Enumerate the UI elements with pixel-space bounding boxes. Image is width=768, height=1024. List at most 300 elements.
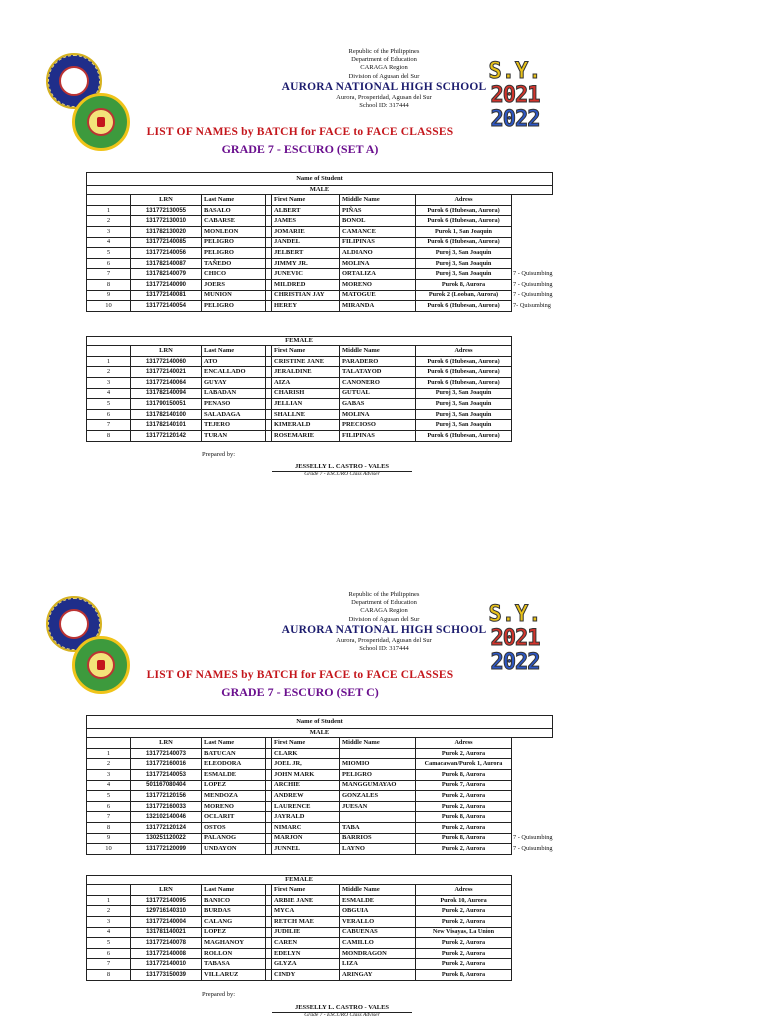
address-cell: Purok 2, Aurora — [416, 791, 512, 802]
section-note — [512, 237, 553, 248]
first-name-cell: ANDREW — [272, 791, 340, 802]
middle-name-cell: VERALLO — [340, 917, 416, 928]
lrn-cell: 131772140056 — [131, 248, 202, 259]
first-name-cell: CHRISTIAN JAY — [272, 290, 340, 301]
row-number: 4 — [87, 237, 131, 248]
row-number: 7 — [87, 812, 131, 823]
row-number: 5 — [87, 399, 131, 410]
last-name-cell: ELEODORA — [202, 759, 266, 770]
middle-name-cell: MANGGUMAYAO — [340, 780, 416, 791]
division-line: Division of Agusan del Sur — [348, 72, 420, 80]
col-last-name: Last Name — [202, 346, 266, 357]
republic-line: Republic of the Philippines — [348, 48, 420, 55]
section-note — [512, 227, 553, 238]
letterhead — [0, 48, 768, 110]
row-number: 3 — [87, 917, 131, 928]
first-name-cell: JAYRALD — [272, 812, 340, 823]
male-student-row — [87, 823, 553, 834]
row-number: 9 — [87, 290, 131, 301]
first-name-cell: MILDRED — [272, 280, 340, 291]
middle-name-cell: LIZA — [340, 959, 416, 970]
female-table — [86, 336, 512, 442]
row-number: 4 — [87, 927, 131, 938]
section-note — [512, 258, 553, 269]
first-name-cell: MYCA — [272, 906, 340, 917]
address-cell: Camacawan/Purok 1, Aurora — [416, 759, 512, 770]
first-name-cell: JUNNEL — [272, 844, 340, 855]
male-student-row — [87, 280, 553, 291]
lrn-cell: 131772120156 — [131, 791, 202, 802]
last-name-cell: MONLEON — [202, 227, 266, 238]
last-name-cell: LABADAN — [202, 388, 266, 399]
middle-name-cell — [340, 812, 416, 823]
female-student-row — [87, 356, 512, 367]
school-id: School ID: 317444 — [359, 102, 409, 110]
middle-name-cell: JUESAN — [340, 801, 416, 812]
first-name-cell: EDELYN — [272, 948, 340, 959]
last-name-cell: PALANOG — [202, 833, 266, 844]
row-number: 7 — [87, 420, 131, 431]
first-name-cell: KIMERALD — [272, 420, 340, 431]
lrn-cell: 131782140087 — [131, 258, 202, 269]
middle-name-cell: MOLINA — [340, 409, 416, 420]
middle-name-cell: MATOGUE — [340, 290, 416, 301]
row-number: 8 — [87, 823, 131, 834]
lrn-cell: 131782130020 — [131, 227, 202, 238]
first-name-cell: HEREY — [272, 301, 340, 312]
last-name-cell: VILLARUZ — [202, 970, 266, 981]
row-number: 2 — [87, 906, 131, 917]
middle-name-cell: CANONERO — [340, 378, 416, 389]
female-student-row — [87, 927, 512, 938]
col-address: Adress — [416, 738, 512, 749]
female-student-row — [87, 388, 512, 399]
male-student-row — [87, 205, 553, 216]
first-name-cell: JOMARIE — [272, 227, 340, 238]
female-student-row — [87, 906, 512, 917]
section-note — [512, 780, 553, 791]
middle-name-cell: BARRIOS — [340, 833, 416, 844]
address-cell: Puroj 3, San Joaquin — [416, 248, 512, 259]
sheet-set-c — [0, 543, 768, 1024]
first-name-cell: CINDY — [272, 970, 340, 981]
male-student-row — [87, 227, 553, 238]
school-year-badge: S.Y. 2021 2022 — [488, 602, 542, 675]
address-cell: Puroj 3, San Joaquin — [416, 258, 512, 269]
middle-name-cell: PRECIOSO — [340, 420, 416, 431]
lrn-cell: 129716140310 — [131, 906, 202, 917]
female-student-row — [87, 917, 512, 928]
last-name-cell: MAGHANOY — [202, 938, 266, 949]
lrn-cell: 131772140060 — [131, 356, 202, 367]
address-cell: Puroj 3, San Joaquin — [416, 409, 512, 420]
last-name-cell: BANICO — [202, 895, 266, 906]
last-name-cell: GUYAY — [202, 378, 266, 389]
lrn-cell: 131772140008 — [131, 948, 202, 959]
last-name-cell: PELIGRO — [202, 237, 266, 248]
row-number: 1 — [87, 748, 131, 759]
row-number: 4 — [87, 388, 131, 399]
female-student-row — [87, 895, 512, 906]
address-cell: Purok 6 (Hubesan, Aurora) — [416, 237, 512, 248]
lrn-cell: 131772140090 — [131, 280, 202, 291]
last-name-cell: PELIGRO — [202, 248, 266, 259]
male-student-row — [87, 237, 553, 248]
first-name-cell: JIMMY JR. — [272, 258, 340, 269]
first-name-cell: JELBERT — [272, 248, 340, 259]
middle-name-cell: MIRANDA — [340, 301, 416, 312]
row-number: 8 — [87, 970, 131, 981]
row-number: 1 — [87, 895, 131, 906]
col-first-name: First Name — [272, 738, 340, 749]
lrn-cell: 131773150039 — [131, 970, 202, 981]
last-name-cell: BATUCAN — [202, 748, 266, 759]
last-name-cell: OCLARIT — [202, 812, 266, 823]
last-name-cell: CALANG — [202, 917, 266, 928]
address-cell: Purok 6 (Hubesan, Aurora) — [416, 205, 512, 216]
row-number: 8 — [87, 280, 131, 291]
section-note: 7 - Quisumbing — [513, 280, 553, 288]
male-section-label: MALE — [87, 186, 553, 195]
row-number: 10 — [87, 301, 131, 312]
department-line: Department of Education — [351, 599, 417, 607]
last-name-cell: CABARSE — [202, 216, 266, 227]
address-cell: Purok 6 (Hubesan, Aurora) — [416, 367, 512, 378]
col-middle-name: Middle Name — [340, 346, 416, 357]
first-name-cell: JOEL JR, — [272, 759, 340, 770]
school-address: Aurora, Prosperidad, Agusan del Sur — [336, 93, 432, 101]
lrn-cell: 131772140053 — [131, 770, 202, 781]
middle-name-cell: BONOL — [340, 216, 416, 227]
middle-name-cell: PARADERO — [340, 356, 416, 367]
address-cell: Puroj 3, San Joaquin — [416, 269, 512, 280]
col-middle-name: Middle Name — [340, 738, 416, 749]
first-name-cell: ALBERT — [272, 205, 340, 216]
male-table — [86, 172, 553, 312]
male-student-row — [87, 812, 553, 823]
male-student-row — [87, 216, 553, 227]
address-cell: Purok 8, Aurora — [416, 770, 512, 781]
row-number: 6 — [87, 948, 131, 959]
last-name-cell: JOERS — [202, 280, 266, 291]
address-cell: Purok 2, Aurora — [416, 948, 512, 959]
middle-name-cell: GABAS — [340, 399, 416, 410]
department-line: Department of Education — [351, 56, 417, 64]
row-number: 5 — [87, 791, 131, 802]
row-number: 7 — [87, 269, 131, 280]
section-note — [512, 823, 553, 834]
middle-name-cell: MOLINA — [340, 258, 416, 269]
address-cell: Purok 2, Aurora — [416, 748, 512, 759]
middle-name-cell: FILIPINAS — [340, 431, 416, 442]
middle-name-cell: LAYNO — [340, 844, 416, 855]
male-section-label: MALE — [87, 729, 553, 738]
middle-name-cell: GONZALES — [340, 791, 416, 802]
address-cell: Purok 2, Aurora — [416, 801, 512, 812]
middle-name-cell: MONDRAGON — [340, 948, 416, 959]
address-cell: Puroj 3, San Joaquin — [416, 388, 512, 399]
first-name-cell: JOHN MARK — [272, 770, 340, 781]
lrn-cell: 131772140021 — [131, 367, 202, 378]
row-number: 2 — [87, 216, 131, 227]
lrn-cell: 131782140100 — [131, 409, 202, 420]
first-name-cell: JAMES — [272, 216, 340, 227]
address-cell: Purok 10, Aurora — [416, 895, 512, 906]
female-student-row — [87, 378, 512, 389]
lrn-cell: 131772140095 — [131, 895, 202, 906]
last-name-cell: ROLLON — [202, 948, 266, 959]
female-student-row — [87, 959, 512, 970]
lrn-cell: 501167080404 — [131, 780, 202, 791]
letterhead — [0, 591, 768, 653]
last-name-cell: PELIGRO — [202, 301, 266, 312]
lrn-cell: 131772160033 — [131, 801, 202, 812]
adviser-role: Grade 7 - ESCURO Class Adviser — [304, 1012, 380, 1018]
row-number: 1 — [87, 356, 131, 367]
address-cell: Purok 2, Aurora — [416, 823, 512, 834]
adviser-role: Grade 7 - ESCURO Class Adviser — [304, 471, 380, 477]
lrn-cell: 131772120099 — [131, 844, 202, 855]
first-name-cell: AIZA — [272, 378, 340, 389]
adviser-name: JESSELLY L. CASTRO - VALES — [272, 1004, 412, 1013]
row-number: 4 — [87, 780, 131, 791]
last-name-cell: SALADAGA — [202, 409, 266, 420]
list-title: LIST OF NAMES by BATCH for FACE to FACE CLASSES — [146, 669, 454, 681]
last-name-cell: BASALO — [202, 205, 266, 216]
first-name-cell: ARCHIE — [272, 780, 340, 791]
row-number: 6 — [87, 409, 131, 420]
col-middle-name: Middle Name — [340, 195, 416, 206]
middle-name-cell: CAMILLO — [340, 938, 416, 949]
section-note — [512, 759, 553, 770]
male-student-row — [87, 748, 553, 759]
lrn-cell: 131782140079 — [131, 269, 202, 280]
middle-name-cell: ARINGAY — [340, 970, 416, 981]
row-number: 5 — [87, 938, 131, 949]
address-cell: New Visayas, La Union — [416, 927, 512, 938]
last-name-cell: TURAN — [202, 431, 266, 442]
middle-name-cell: MORENO — [340, 280, 416, 291]
lrn-cell: 131772140081 — [131, 290, 202, 301]
middle-name-cell: TALATAYOD — [340, 367, 416, 378]
lrn-cell: 131772140004 — [131, 917, 202, 928]
first-name-cell: LAURENCE — [272, 801, 340, 812]
adviser-name: JESSELLY L. CASTRO - VALES — [272, 463, 412, 472]
female-student-row — [87, 431, 512, 442]
male-student-row — [87, 258, 553, 269]
republic-line: Republic of the Philippines — [348, 591, 420, 598]
middle-name-cell: MIOMIO — [340, 759, 416, 770]
middle-name-cell: OBGUIA — [340, 906, 416, 917]
row-number: 3 — [87, 770, 131, 781]
row-number: 9 — [87, 833, 131, 844]
male-student-row — [87, 290, 553, 301]
last-name-cell: UNDAYON — [202, 844, 266, 855]
middle-name-cell — [340, 748, 416, 759]
male-student-row — [87, 301, 553, 312]
address-cell: Purok 8, Aurora — [416, 812, 512, 823]
address-cell: Purok 2, Aurora — [416, 959, 512, 970]
lrn-cell: 131772130055 — [131, 205, 202, 216]
middle-name-cell: ESMALDE — [340, 895, 416, 906]
col-lrn: LRN — [131, 738, 202, 749]
address-cell: Purok 6 (Hubesan, Aurora) — [416, 356, 512, 367]
male-student-row — [87, 844, 553, 855]
section-note: 7 - Quisumbing — [513, 291, 553, 299]
last-name-cell: LOPEZ — [202, 927, 266, 938]
male-student-row — [87, 770, 553, 781]
female-student-row — [87, 409, 512, 420]
male-student-row — [87, 248, 553, 259]
grade-title: GRADE 7 - ESCURO (SET A) — [221, 142, 379, 156]
col-first-name: First Name — [272, 346, 340, 357]
grade-title: GRADE 7 - ESCURO (SET C) — [221, 685, 379, 699]
female-table — [86, 875, 512, 981]
section-note: 7 - Quisumbing — [513, 834, 553, 842]
address-cell: Puroj 3, San Joaquin — [416, 399, 512, 410]
last-name-cell: CHICO — [202, 269, 266, 280]
last-name-cell: TABASA — [202, 959, 266, 970]
last-name-cell: ENCALLADO — [202, 367, 266, 378]
col-middle-name: Middle Name — [340, 885, 416, 896]
male-student-row — [87, 801, 553, 812]
section-note — [512, 770, 553, 781]
last-name-cell: ESMALDE — [202, 770, 266, 781]
section-note — [512, 812, 553, 823]
address-cell: Purok 6 (Hubesan, Aurora) — [416, 216, 512, 227]
male-student-row — [87, 759, 553, 770]
lrn-cell: 131772140054 — [131, 301, 202, 312]
school-name: AURORA NATIONAL HIGH SCHOOL — [281, 80, 487, 93]
address-cell: Purok 6 (Hubesan, Aurora) — [416, 301, 512, 312]
first-name-cell: NIMARC — [272, 823, 340, 834]
first-name-cell: CAREN — [272, 938, 340, 949]
first-name-cell: JANDEL — [272, 237, 340, 248]
address-cell: Purok 2, Aurora — [416, 844, 512, 855]
list-title: LIST OF NAMES by BATCH for FACE to FACE CLASSES — [146, 126, 454, 138]
row-number: 2 — [87, 759, 131, 770]
col-first-name: First Name — [272, 195, 340, 206]
middle-name-cell: FILIPINAS — [340, 237, 416, 248]
lrn-cell: 131772140010 — [131, 959, 202, 970]
lrn-cell: 131772120142 — [131, 431, 202, 442]
address-cell: Purok 7, Aurora — [416, 780, 512, 791]
last-name-cell: TEJERO — [202, 420, 266, 431]
lrn-cell: 131772130010 — [131, 216, 202, 227]
female-student-row — [87, 420, 512, 431]
last-name-cell: BURDAS — [202, 906, 266, 917]
address-cell: Purok 8, Aurora — [416, 833, 512, 844]
col-lrn: LRN — [131, 195, 202, 206]
address-cell: Purok 1, San Joaquin — [416, 227, 512, 238]
middle-name-cell: GUTUAL — [340, 388, 416, 399]
female-student-row — [87, 948, 512, 959]
first-name-cell: RETCH MAE — [272, 917, 340, 928]
last-name-cell: PENASO — [202, 399, 266, 410]
col-first-name: First Name — [272, 885, 340, 896]
middle-name-cell: CABUENAS — [340, 927, 416, 938]
row-number: 6 — [87, 258, 131, 269]
first-name-cell: JERALDINE — [272, 367, 340, 378]
last-name-cell: MENDOZA — [202, 791, 266, 802]
middle-name-cell: PELIGRO — [340, 770, 416, 781]
row-number: 3 — [87, 378, 131, 389]
first-name-cell: CLARK — [272, 748, 340, 759]
col-address: Adress — [416, 195, 512, 206]
col-address: Adress — [416, 885, 512, 896]
male-table — [86, 715, 553, 855]
row-number: 6 — [87, 801, 131, 812]
address-cell: Purok 6 (Hubesan, Aurora) — [416, 378, 512, 389]
first-name-cell: JUDILIE — [272, 927, 340, 938]
last-name-cell: OSTOS — [202, 823, 266, 834]
first-name-cell: JUNEVIC — [272, 269, 340, 280]
lrn-cell: 131782140101 — [131, 420, 202, 431]
first-name-cell: ROSEMARIE — [272, 431, 340, 442]
col-last-name: Last Name — [202, 885, 266, 896]
lrn-cell: 131782140094 — [131, 388, 202, 399]
name-of-student-header: Name of Student — [87, 716, 553, 729]
section-note — [512, 748, 553, 759]
male-student-row — [87, 833, 553, 844]
address-cell: Purok 2, Aurora — [416, 917, 512, 928]
school-name: AURORA NATIONAL HIGH SCHOOL — [281, 623, 487, 636]
lrn-cell: 131772140078 — [131, 938, 202, 949]
last-name-cell: MUNION — [202, 290, 266, 301]
first-name-cell: CRISTINE JANE — [272, 356, 340, 367]
prepared-by-label: Prepared by: — [202, 991, 236, 998]
section-note — [512, 216, 553, 227]
region-line: CARAGA Region — [360, 64, 408, 72]
middle-name-cell: PIÑAS — [340, 205, 416, 216]
first-name-cell: ARBIE JANE — [272, 895, 340, 906]
section-note — [512, 205, 553, 216]
school-id: School ID: 317444 — [359, 645, 409, 653]
section-note — [512, 801, 553, 812]
lrn-cell: 131772140073 — [131, 748, 202, 759]
lrn-cell: 131790150051 — [131, 399, 202, 410]
lrn-cell: 130251120022 — [131, 833, 202, 844]
school-address: Aurora, Prosperidad, Agusan del Sur — [336, 636, 432, 644]
name-of-student-header: Name of Student — [87, 173, 553, 186]
address-cell: Purok 2, Aurora — [416, 906, 512, 917]
address-cell: Puroj 3, San Joaquin — [416, 420, 512, 431]
row-number: 3 — [87, 227, 131, 238]
prepared-by-label: Prepared by: — [202, 451, 236, 458]
row-number: 2 — [87, 367, 131, 378]
first-name-cell: JELLIAN — [272, 399, 340, 410]
address-cell: Purok 8, Aurora — [416, 970, 512, 981]
last-name-cell: MORENO — [202, 801, 266, 812]
first-name-cell: SHALLNE — [272, 409, 340, 420]
male-student-row — [87, 780, 553, 791]
col-lrn: LRN — [131, 885, 202, 896]
col-address: Adress — [416, 346, 512, 357]
first-name-cell: GLYZA — [272, 959, 340, 970]
row-number: 8 — [87, 431, 131, 442]
first-name-cell: MARJON — [272, 833, 340, 844]
lrn-cell: 131772120124 — [131, 823, 202, 834]
section-note — [512, 248, 553, 259]
middle-name-cell: TABA — [340, 823, 416, 834]
section-note: 7- Quisumbing — [513, 301, 551, 309]
address-cell: Purok 2 (Looban, Aurora) — [416, 290, 512, 301]
address-cell: Purok 6 (Hubesan, Aurora) — [416, 431, 512, 442]
middle-name-cell: ALDIANO — [340, 248, 416, 259]
last-name-cell: TAÑEDO — [202, 258, 266, 269]
female-student-row — [87, 399, 512, 410]
female-student-row — [87, 367, 512, 378]
